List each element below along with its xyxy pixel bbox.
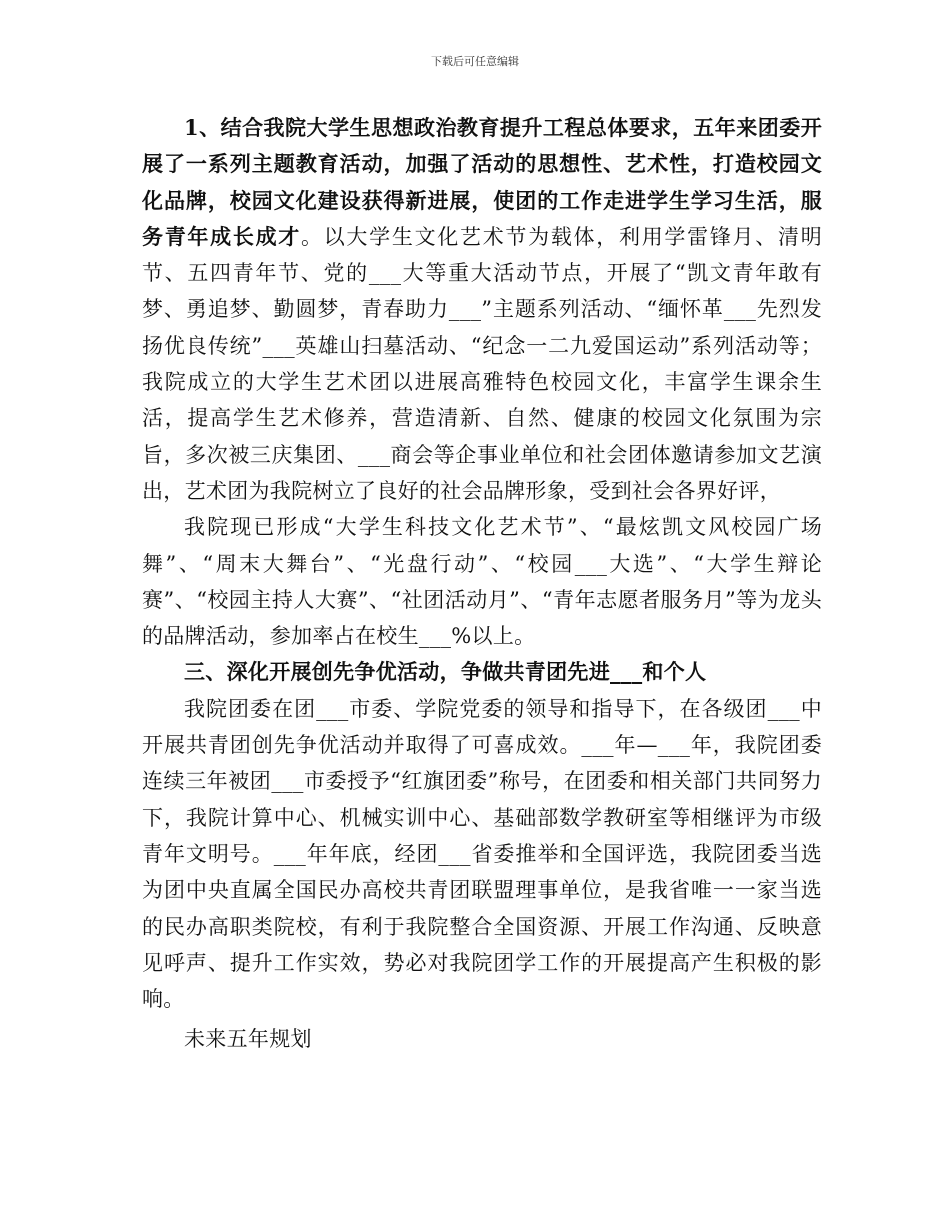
paragraph-3: 我院团委在团___市委、学院党委的领导和指导下，在各级团___中开展共青团创先争优活动并取得了可喜成效。___年—___年，我院团委连续三年被团___市委授予“红旗团委”称号，在团委和相关部门共同努力下，我院计算中心、机械实训中心、基础部数学教研室等相继评为市级青年文明号。___年年底，经团___省委推举和全国评选，我院团委当选为团中央直属全国民办高校共青团联盟理事单位，是我省唯一一家当选的民办高职类院校，有利于我院整合全国资源、开展工作沟通、反映意见呼声、提升工作实效，势必对我院团学工作的开展提高产生积极的影响。: [142, 696, 822, 1012]
paragraph-2: 我院现已形成“大学生科技文化艺术节”、“最炫凯文风校园广场舞”、“周末大舞台”、“光盘行动”、“校园___大选”、“大学生辩论赛”、“校园主持人大赛”、“社团活动月”、“青年志愿者服务月”等为龙头的品牌活动，参加率占在校生___%以上。: [142, 515, 822, 649]
paragraph-1: [142, 110, 822, 509]
paragraph-4: 未来五年规划: [184, 1027, 312, 1052]
page-header: 下载后可任意编辑: [431, 55, 519, 68]
paragraph-1-body: 。以大学生文化艺术节为载体，利用学雷锋月、清明节、五四青年节、党的___大等重大活动节点，开展了“凯文青年敢有梦、勇追梦、勤圆梦，青春助力___”主题系列活动、“缅怀革___先烈发扬优良传统”___英雄山扫墓活动、“纪念一二九爱国运动”系列活动等；我院成立的大学生艺术团以进展高雅特色校园文化，丰富学生课余生活，提高学生艺术修养，营造清新、自然、健康的校园文化氛围为宗旨，多次被三庆集团、___商会等企事业单位和社会团体邀请参加文艺演出，艺术团为我院树立了良好的社会品牌形象，受到社会各界好评，: [142, 224, 822, 503]
paragraph-1-bold-lead: 1、结合我院大学生思想政治教育提升工程总体要求，五年来团委开展了一系列主题教育活动，加强了活动的思想性、艺术性，打造校园文化品牌，校园文化建设获得新进展，使团的工作走进学生学习生活，服务青年成长成才: [142, 115, 822, 249]
document-body: [142, 110, 822, 1058]
section-heading-3: 三、深化开展创先争优活动，争做共青团先进___和个人: [184, 659, 707, 685]
